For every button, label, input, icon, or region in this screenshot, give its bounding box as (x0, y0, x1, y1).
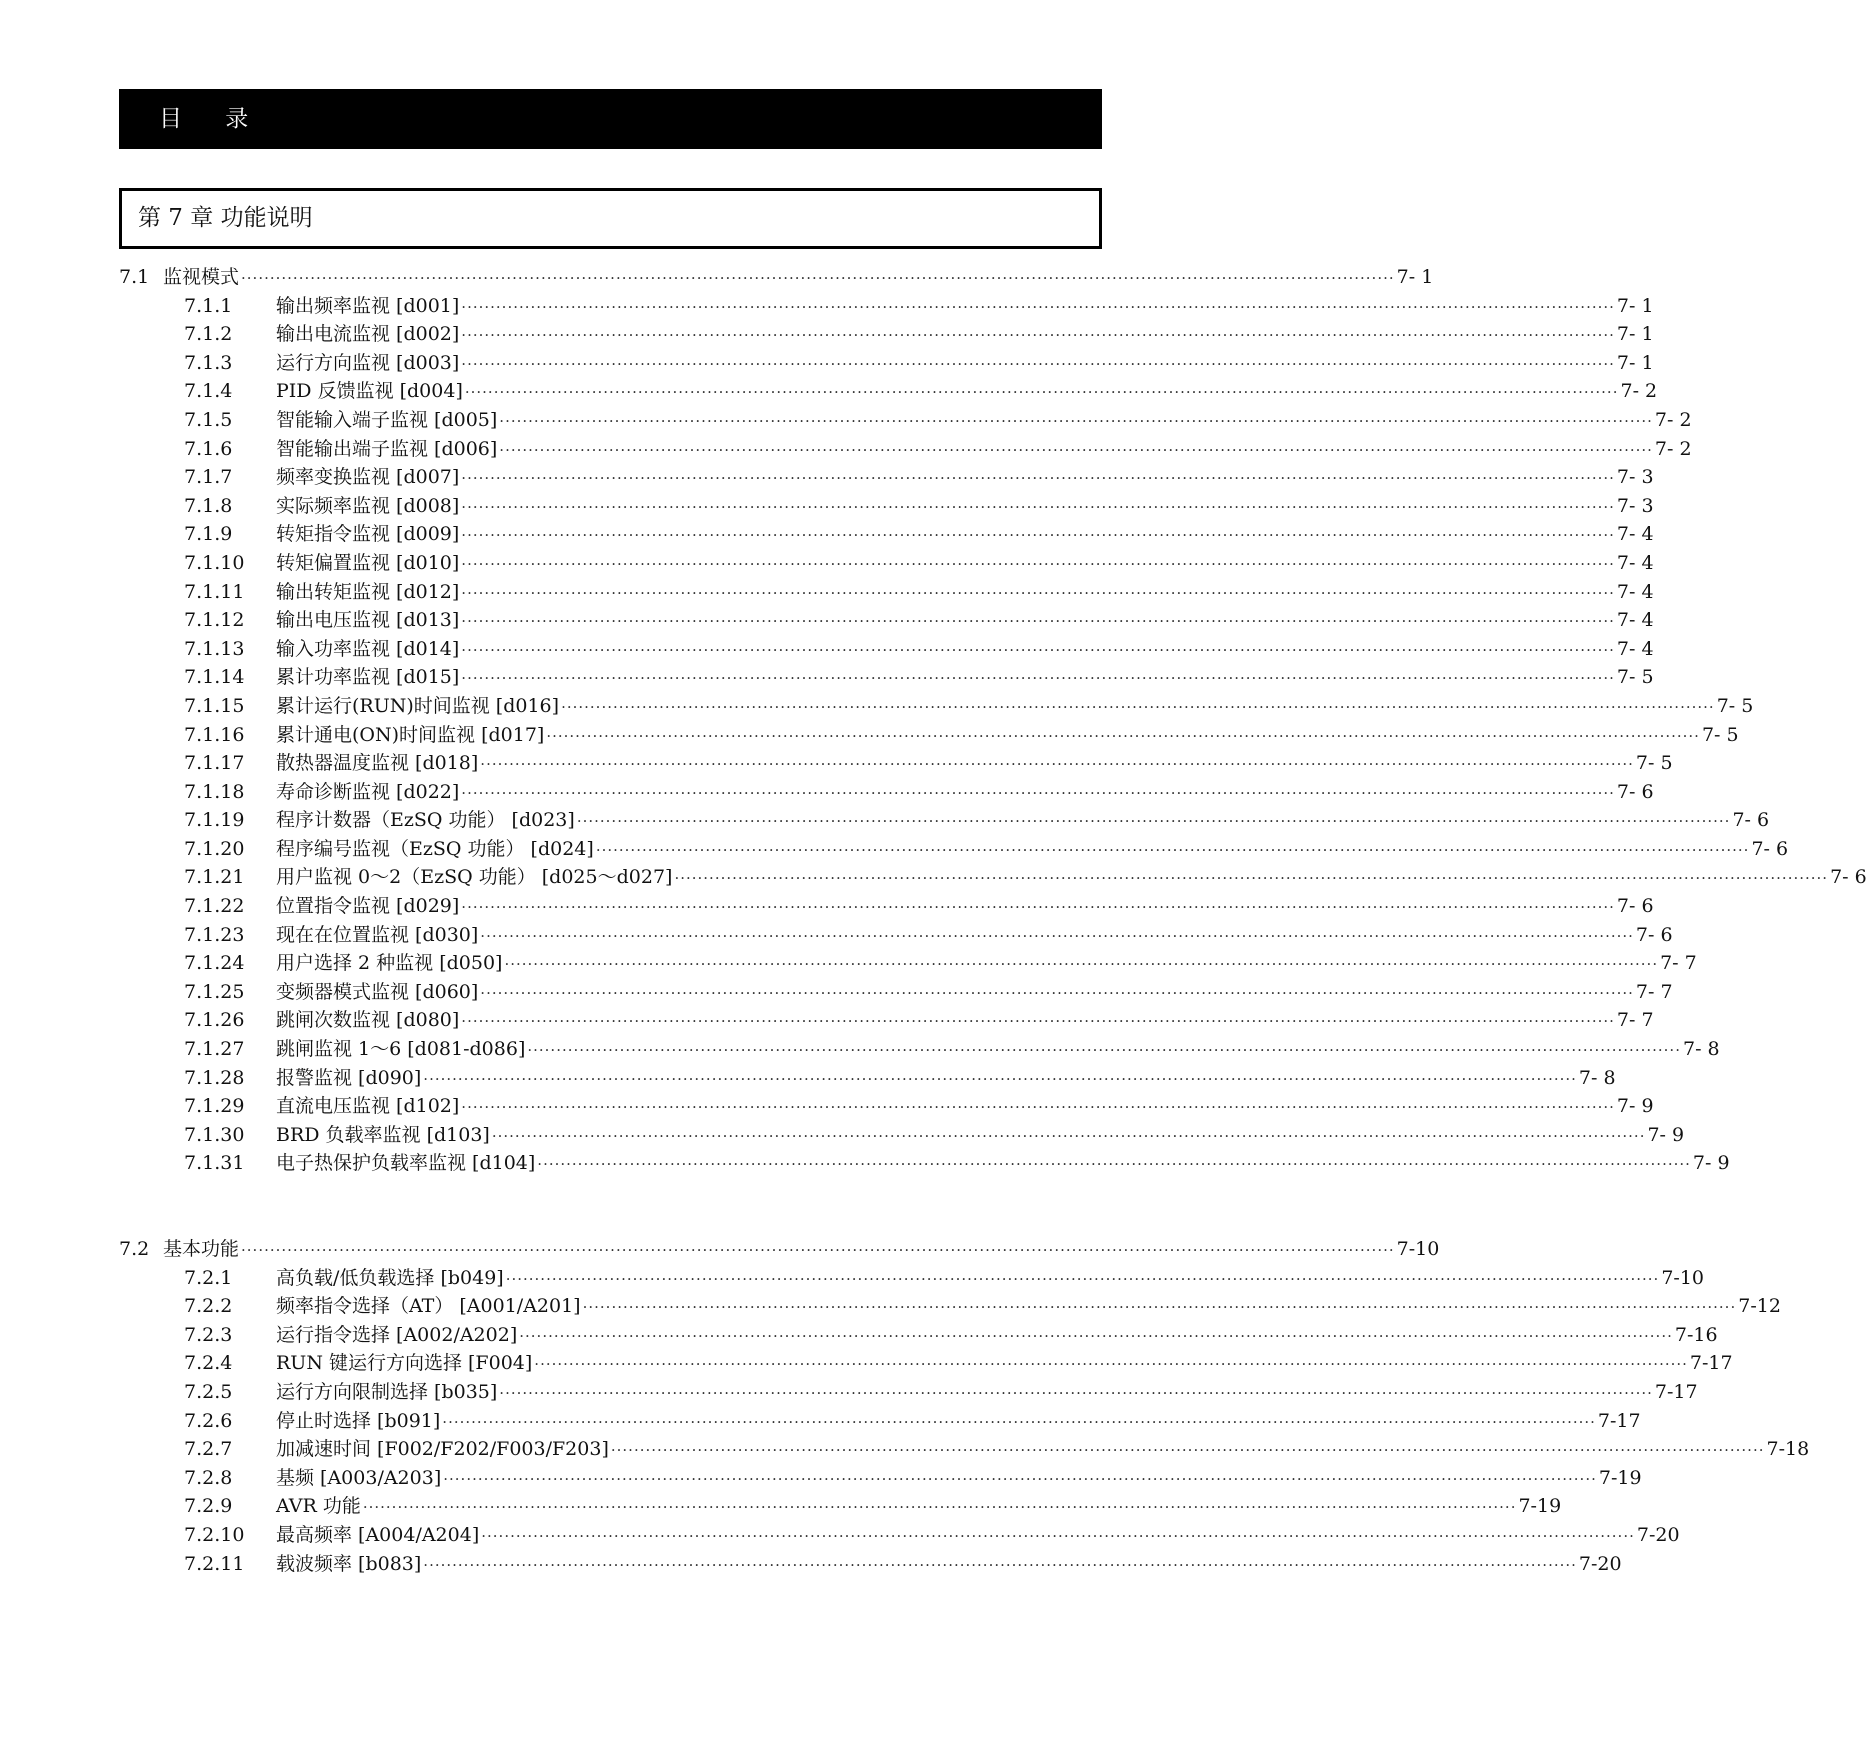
toc-entry-page: 7- 4 (1616, 609, 1654, 632)
toc-entry[interactable] (119, 921, 1673, 950)
toc-entry-number: 7.1.6 (184, 437, 233, 460)
toc-entry-number: 7.1 (119, 266, 150, 288)
toc-entry-title: 输入功率监视 [d014] (276, 637, 460, 660)
toc-entry[interactable] (119, 635, 1654, 664)
toc-leader-dots: ········································································································································································································ (561, 697, 1715, 716)
toc-entry[interactable] (119, 377, 1658, 406)
toc-leader-dots: ········································································································································································································ (481, 1526, 1635, 1545)
toc-entry-page: 7- 9 (1647, 1123, 1685, 1146)
toc-entry-number: 7.2.2 (184, 1295, 233, 1318)
toc-entry[interactable] (119, 578, 1654, 607)
toc-entry-page: 7-17 (1689, 1352, 1733, 1375)
toc-entry-number: 7.1.21 (184, 866, 245, 889)
toc-entry-page: 7- 9 (1616, 1095, 1654, 1118)
toc-entry-page: 7- 1 (1616, 323, 1654, 346)
toc-entry[interactable] (119, 1092, 1654, 1121)
toc-entry[interactable] (119, 1349, 1733, 1378)
toc-entry-page: 7-19 (1598, 1466, 1642, 1489)
toc-header-bar (119, 89, 1102, 149)
toc-entry-number: 7.1.29 (184, 1095, 245, 1118)
toc-leader-dots: ········································································································································································································ (461, 554, 1615, 573)
toc-entry[interactable] (119, 349, 1654, 378)
toc-leader-dots: ········································································································································································································ (674, 869, 1829, 888)
toc-leader-dots: ········································································································································································································ (504, 955, 1659, 974)
toc-entry-title: 输出电流监视 [d002] (276, 323, 460, 346)
toc-entry-page: 7- 1 (1616, 294, 1654, 317)
toc-leader-dots: ········································································································································································································ (423, 1069, 1577, 1088)
toc-entry-title: 累计运行(RUN)时间监视 [d016] (276, 694, 560, 717)
toc-entry-title: 智能输入端子监视 [d005] (276, 408, 498, 431)
toc-entry[interactable] (119, 806, 1770, 835)
toc-leader-dots: ········································································································································································································ (582, 1298, 1737, 1317)
toc-entry-number: 7.2.8 (184, 1466, 233, 1489)
toc-entry-title: 频率变换监视 [d007] (276, 466, 460, 489)
toc-entry-number: 7.2.9 (184, 1495, 233, 1518)
toc-entry[interactable] (119, 320, 1654, 349)
toc-entry-page: 7-10 (1661, 1266, 1705, 1289)
toc-entry-number: 7.1.11 (184, 580, 245, 603)
toc-entry-number: 7.2.4 (184, 1352, 233, 1375)
toc-leader-dots: ········································································································································································································ (461, 297, 1615, 316)
toc-entry-page: 7- 6 (1830, 866, 1867, 889)
toc-entry-title: 位置指令监视 [d029] (276, 895, 460, 918)
toc-entry-page: 7-17 (1597, 1409, 1641, 1432)
toc-leader-dots: ········································································································································································································ (499, 1383, 1653, 1402)
toc-entry-number: 7.2.7 (184, 1438, 233, 1461)
toc-entry-title: 直流电压监视 [d102] (276, 1095, 460, 1118)
toc-entry[interactable] (119, 721, 1739, 750)
toc-entry[interactable] (119, 778, 1654, 807)
toc-leader-dots: ········································································································································································································ (461, 669, 1615, 688)
toc-entry-page: 7- 8 (1578, 1066, 1616, 1089)
toc-entry-title: 基本功能 (163, 1238, 240, 1260)
toc-entry-number: 7.2 (119, 1238, 150, 1260)
toc-entry-number: 7.1.15 (184, 694, 245, 717)
toc-entry-page: 7- 5 (1716, 694, 1754, 717)
toc-entry-title: 运行方向限制选择 [b035] (276, 1380, 498, 1403)
chapter-title-box (119, 188, 1102, 249)
toc-entry-number: 7.1.5 (184, 408, 233, 431)
toc-entry-number: 7.1.7 (184, 466, 233, 489)
toc-entry-number: 7.1.1 (184, 294, 233, 317)
toc-entry-page: 7- 2 (1654, 408, 1692, 431)
toc-entry-number: 7.1.3 (184, 351, 233, 374)
toc-entry-page: 7-20 (1578, 1552, 1622, 1575)
toc-entry-title: 运行方向监视 [d003] (276, 351, 460, 374)
toc-section-7-2 (119, 1235, 1810, 1578)
toc-entry-title: 停止时选择 [b091] (276, 1409, 441, 1432)
toc-entry[interactable] (119, 492, 1654, 521)
toc-entry-number: 7.2.3 (184, 1323, 233, 1346)
toc-entry-page: 7- 6 (1732, 809, 1770, 832)
toc-entry-title: AVR 功能 (276, 1495, 361, 1518)
toc-leader-dots: ········································································································································································································ (519, 1326, 1673, 1345)
toc-entry-number: 7.1.28 (184, 1066, 245, 1089)
toc-entry-title: 转矩指令监视 [d009] (276, 523, 460, 546)
toc-entry[interactable] (119, 1035, 1720, 1064)
toc-leader-dots: ········································································································································································································ (480, 755, 1634, 774)
toc-leader-dots: ········································································································································································································ (241, 1241, 1395, 1259)
toc-entry-title: 报警监视 [d090] (276, 1066, 422, 1089)
toc-entry-title: 转矩偏置监视 [d010] (276, 551, 460, 574)
toc-entry[interactable] (119, 835, 1789, 864)
toc-entry-page: 7-16 (1674, 1323, 1718, 1346)
toc-entry-page: 7- 6 (1616, 780, 1654, 803)
toc-entry-number: 7.1.12 (184, 609, 245, 632)
toc-entry-title: 频率指令选择（AT） [A001/A201] (276, 1295, 581, 1318)
toc-entry-number: 7.1.22 (184, 895, 245, 918)
toc-entry[interactable] (119, 949, 1697, 978)
toc-leader-dots: ········································································································································································································ (423, 1555, 1577, 1574)
toc-entry-page: 7-17 (1654, 1380, 1698, 1403)
toc-leader-dots: ········································································································································································································ (499, 411, 1653, 430)
toc-entry-title: 累计通电(ON)时间监视 [d017] (276, 723, 545, 746)
toc-entry-title: BRD 负载率监视 [d103] (276, 1123, 490, 1146)
toc-leader-dots: ········································································································································································································ (443, 1469, 1597, 1488)
toc-entry[interactable] (119, 863, 1867, 892)
toc-entry-number: 7.1.25 (184, 980, 245, 1003)
toc-entry-number: 7.2.11 (184, 1552, 245, 1575)
toc-leader-dots: ········································································································································································································ (491, 1126, 1646, 1145)
toc-entry-title: 输出频率监视 [d001] (276, 294, 460, 317)
toc-entry-page: 7- 4 (1616, 580, 1654, 603)
toc-entry-number: 7.2.10 (184, 1523, 245, 1546)
toc-entry-number: 7.1.8 (184, 494, 233, 517)
toc-leader-dots: ········································································································································································································ (576, 812, 1731, 831)
toc-entry[interactable] (119, 1264, 1705, 1293)
toc-entry-page: 7- 6 (1616, 895, 1654, 918)
toc-leader-dots: ········································································································································································································ (461, 583, 1615, 602)
toc-entry-number: 7.1.24 (184, 952, 245, 975)
toc-entry-number: 7.2.5 (184, 1380, 233, 1403)
toc-entry-page: 7- 4 (1616, 551, 1654, 574)
toc-entry-page: 7- 8 (1682, 1038, 1720, 1061)
toc-entry-number: 7.1.26 (184, 1009, 245, 1032)
toc-entry[interactable] (119, 1435, 1810, 1464)
toc-entry-title: 智能输出端子监视 [d006] (276, 437, 498, 460)
toc-section-entry[interactable] (119, 263, 1434, 292)
toc-leader-dots: ········································································································································································································ (461, 1098, 1615, 1117)
toc-leader-dots: ········································································································································································································ (461, 354, 1615, 373)
toc-entry[interactable] (119, 663, 1654, 692)
toc-header-title: 目 录 (159, 106, 267, 132)
toc-entry-page: 7-10 (1396, 1238, 1440, 1260)
toc-section-7-1 (119, 263, 1867, 1178)
toc-entry-page: 7- 4 (1616, 523, 1654, 546)
toc-entry-title: 最高频率 [A004/A204] (276, 1523, 480, 1546)
toc-entry-page: 7- 6 (1635, 923, 1673, 946)
toc-entry-number: 7.1.13 (184, 637, 245, 660)
toc-entry-page: 7- 5 (1635, 752, 1673, 775)
toc-entry-number: 7.1.23 (184, 923, 245, 946)
toc-entry-page: 7- 3 (1616, 466, 1654, 489)
toc-entry-number: 7.1.30 (184, 1123, 245, 1146)
toc-entry-page: 7- 2 (1654, 437, 1692, 460)
toc-leader-dots: ········································································································································································································ (362, 1498, 1517, 1517)
toc-entry-title: 寿命诊断监视 [d022] (276, 780, 460, 803)
toc-entry[interactable] (119, 1464, 1642, 1493)
toc-entry-title: 加减速时间 [F002/F202/F003/F203] (276, 1438, 609, 1461)
toc-entry-number: 7.1.19 (184, 809, 245, 832)
toc-entry-title: 散热器温度监视 [d018] (276, 752, 479, 775)
toc-entry[interactable] (119, 1121, 1685, 1150)
toc-entry-page: 7-12 (1738, 1295, 1781, 1318)
toc-entry[interactable] (119, 692, 1754, 721)
toc-leader-dots: ········································································································································································································ (505, 1269, 1660, 1288)
toc-entry[interactable] (119, 292, 1654, 321)
toc-entry-number: 7.1.14 (184, 666, 245, 689)
toc-entry-page: 7- 6 (1751, 837, 1789, 860)
toc-entry[interactable] (119, 406, 1692, 435)
toc-entry-title: 实际频率监视 [d008] (276, 494, 460, 517)
toc-entry-page: 7- 5 (1701, 723, 1739, 746)
toc-entry-number: 7.1.10 (184, 551, 245, 574)
toc-entry[interactable] (119, 435, 1692, 464)
toc-entry-title: PID 反馈监视 [d004] (276, 380, 463, 403)
toc-entry-page: 7- 1 (1616, 351, 1654, 374)
toc-leader-dots: ········································································································································································································ (461, 469, 1615, 488)
toc-entry[interactable] (119, 606, 1654, 635)
toc-leader-dots: ········································································································································································································ (461, 497, 1615, 516)
toc-entry-title: 跳闸监视 1～6 [d081-d086] (276, 1038, 526, 1061)
toc-entry-title: 用户选择 2 种监视 [d050] (276, 952, 503, 975)
toc-leader-dots: ········································································································································································································ (527, 1041, 1681, 1060)
toc-entry-number: 7.2.6 (184, 1409, 233, 1432)
toc-entry-title: 累计功率监视 [d015] (276, 666, 460, 689)
toc-entry[interactable] (119, 1064, 1616, 1093)
toc-leader-dots: ········································································································································································································ (461, 783, 1615, 802)
toc-entry[interactable] (119, 1006, 1654, 1035)
toc-section-entry[interactable] (119, 1235, 1440, 1264)
toc-entry-number: 7.1.16 (184, 723, 245, 746)
toc-entry-page: 7-18 (1766, 1438, 1810, 1461)
toc-leader-dots: ········································································································································································································ (610, 1441, 1765, 1460)
toc-entry-number: 7.1.17 (184, 752, 245, 775)
toc-leader-dots: ········································································································································································································ (241, 269, 1395, 287)
toc-entry-page: 7- 4 (1616, 637, 1654, 660)
toc-entry-page: 7-19 (1518, 1495, 1562, 1518)
toc-entry[interactable] (119, 1492, 1562, 1521)
toc-entry-title: 输出电压监视 [d013] (276, 609, 460, 632)
toc-leader-dots: ········································································································································································································ (461, 326, 1615, 345)
toc-entry-title: 用户监视 0～2（EzSQ 功能） [d025～d027] (276, 866, 673, 889)
toc-entry[interactable] (119, 520, 1654, 549)
toc-entry-page: 7-20 (1636, 1523, 1680, 1546)
toc-entry[interactable] (119, 892, 1654, 921)
toc-entry-title: RUN 键运行方向选择 [F004] (276, 1352, 533, 1375)
toc-entry[interactable] (119, 549, 1654, 578)
toc-leader-dots: ········································································································································································································ (595, 840, 1750, 859)
toc-entry-title: 监视模式 (163, 266, 240, 288)
toc-entry[interactable] (119, 463, 1654, 492)
toc-entry[interactable] (119, 1521, 1680, 1550)
toc-leader-dots: ········································································································································································································ (537, 1155, 1691, 1174)
toc-entry-title: 程序计数器（EzSQ 功能） [d023] (276, 809, 575, 832)
toc-entry-title: 变频器模式监视 [d060] (276, 980, 479, 1003)
toc-entry[interactable] (119, 1378, 1698, 1407)
toc-entry[interactable] (119, 1321, 1718, 1350)
toc-entry-number: 7.1.2 (184, 323, 233, 346)
toc-entry-page: 7- 7 (1660, 952, 1697, 975)
toc-entry-title: 现在在位置监视 [d030] (276, 923, 479, 946)
toc-entry[interactable] (119, 749, 1673, 778)
toc-entry-page: 7- 5 (1616, 666, 1654, 689)
toc-leader-dots: ········································································································································································································ (442, 1412, 1596, 1431)
toc-entry-page: 7- 3 (1616, 494, 1654, 517)
toc-entry[interactable] (119, 1407, 1641, 1436)
toc-leader-dots: ········································································································································································································ (546, 726, 1700, 745)
toc-entry[interactable] (119, 1149, 1730, 1178)
toc-entry-number: 7.1.31 (184, 1152, 245, 1175)
toc-leader-dots: ········································································································································································································ (464, 383, 1619, 402)
toc-entry-page: 7- 2 (1620, 380, 1658, 403)
toc-entry-title: 运行指令选择 [A002/A202] (276, 1323, 518, 1346)
toc-entry-title: 输出转矩监视 [d012] (276, 580, 460, 603)
toc-entry-title: 电子热保护负载率监视 [d104] (276, 1152, 536, 1175)
toc-leader-dots: ········································································································································································································ (461, 1012, 1615, 1031)
toc-entry-number: 7.1.18 (184, 780, 245, 803)
toc-entry-title: 高负载/低负载选择 [b049] (276, 1266, 504, 1289)
toc-entry[interactable] (119, 1292, 1781, 1321)
toc-entry-number: 7.2.1 (184, 1266, 233, 1289)
toc-leader-dots: ········································································································································································································ (461, 526, 1615, 545)
toc-leader-dots: ········································································································································································································ (461, 612, 1615, 631)
toc-leader-dots: ········································································································································································································ (499, 440, 1653, 459)
toc-entry-title: 基频 [A003/A203] (276, 1466, 442, 1489)
toc-entry-title: 程序编号监视（EzSQ 功能） [d024] (276, 837, 594, 860)
toc-leader-dots: ········································································································································································································ (461, 640, 1615, 659)
toc-entry-title: 跳闸次数监视 [d080] (276, 1009, 460, 1032)
toc-entry-page: 7- 7 (1635, 980, 1673, 1003)
toc-leader-dots: ········································································································································································································ (534, 1355, 1688, 1374)
toc-entry-page: 7- 9 (1692, 1152, 1730, 1175)
toc-leader-dots: ········································································································································································································ (461, 898, 1615, 917)
toc-entry-title: 载波频率 [b083] (276, 1552, 422, 1575)
toc-leader-dots: ········································································································································································································ (480, 983, 1634, 1002)
toc-entry-number: 7.1.20 (184, 837, 245, 860)
toc-entry-page: 7- 7 (1616, 1009, 1654, 1032)
chapter-title: 第 7 章 功能说明 (138, 205, 313, 231)
toc-entry[interactable] (119, 978, 1673, 1007)
toc-entry-number: 7.1.4 (184, 380, 233, 403)
toc-entry[interactable] (119, 1550, 1622, 1579)
toc-entry-number: 7.1.27 (184, 1038, 245, 1061)
toc-leader-dots: ········································································································································································································ (480, 926, 1634, 945)
toc-entry-page: 7- 1 (1396, 266, 1434, 288)
toc-entry-number: 7.1.9 (184, 523, 233, 546)
